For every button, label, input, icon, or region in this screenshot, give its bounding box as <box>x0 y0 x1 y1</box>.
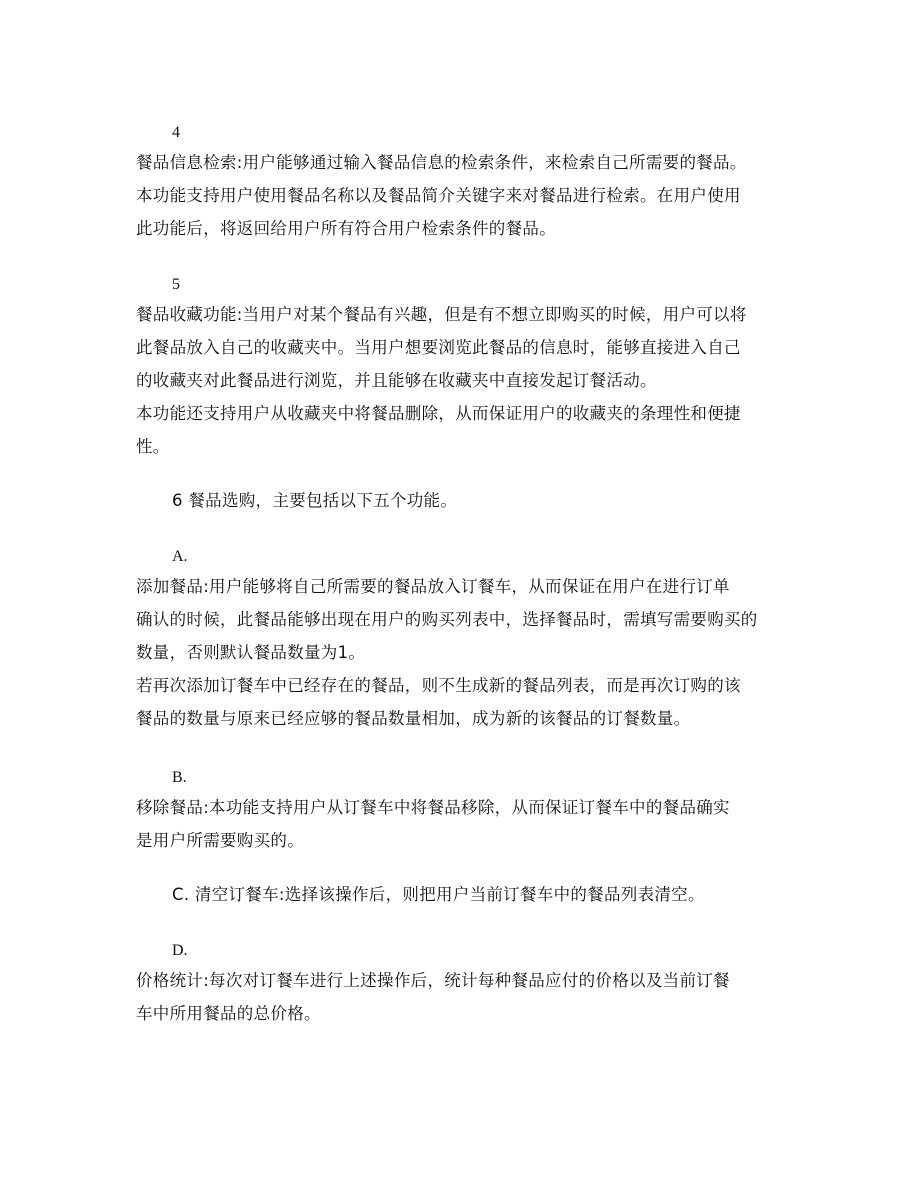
paragraph-line: 此功能后，将返回给用户所有符合用户检索条件的餐品。 <box>136 219 556 238</box>
paragraph-line: 餐品收藏功能:当用户对某个餐品有兴趣，但是有不想立即购买的时候，用户可以将 <box>136 305 747 324</box>
section-number-4: 4 <box>172 124 180 141</box>
paragraph-line: 本功能还支持用户从收藏夹中将餐品删除，从而保证用户的收藏夹的条理性和便捷 <box>136 404 741 423</box>
paragraph-line: 此餐品放入自己的收藏夹中。当用户想要浏览此餐品的信息时，能够直接进入自己 <box>136 338 741 357</box>
section-number-5: 5 <box>172 276 180 293</box>
paragraph-line: 价格统计:每次对订餐车进行上述操作后，统计每种餐品应付的价格以及当前订餐 <box>136 971 730 990</box>
paragraph-line: 是用户所需要购买的。 <box>136 831 304 850</box>
paragraph-line: 若再次添加订餐车中已经存在的餐品，则不生成新的餐品列表，而是再次订购的该 <box>136 676 741 695</box>
section-6-intro: 6 餐品选购，主要包括以下五个功能。 <box>172 491 458 510</box>
paragraph-line: 本功能支持用户使用餐品名称以及餐品简介关键字来对餐品进行检索。在用户使用 <box>136 186 741 205</box>
paragraph-line: 移除餐品:本功能支持用户从订餐车中将餐品移除，从而保证订餐车中的餐品确实 <box>136 798 730 817</box>
section-c-line: C. 清空订餐车:选择该操作后，则把用户当前订餐车中的餐品列表清空。 <box>172 885 705 904</box>
paragraph-line: 性。 <box>136 437 170 456</box>
paragraph-line: 确认的时候，此餐品能够出现在用户的购买列表中，选择餐品时，需填写需要购买的 <box>136 610 758 629</box>
paragraph-line: 餐品的数量与原来已经应够的餐品数量相加，成为新的该餐品的订餐数量。 <box>136 709 691 728</box>
section-label-d: D. <box>172 942 188 959</box>
paragraph-line: 餐品信息检索:用户能够通过输入餐品信息的检索条件，来检索自己所需要的餐品。 <box>136 153 747 172</box>
paragraph-line: 添加餐品:用户能够将自己所需要的餐品放入订餐车，从而保证在用户在进行订单 <box>136 577 730 596</box>
section-label-b: B. <box>172 769 187 786</box>
paragraph-line: 车中所用餐品的总价格。 <box>136 1004 321 1023</box>
paragraph-line: 的收藏夹对此餐品进行浏览，并且能够在收藏夹中直接发起订餐活动。 <box>136 371 657 390</box>
paragraph-line: 数量，否则默认餐品数量为1。 <box>136 643 366 662</box>
section-label-a: A. <box>172 548 188 565</box>
